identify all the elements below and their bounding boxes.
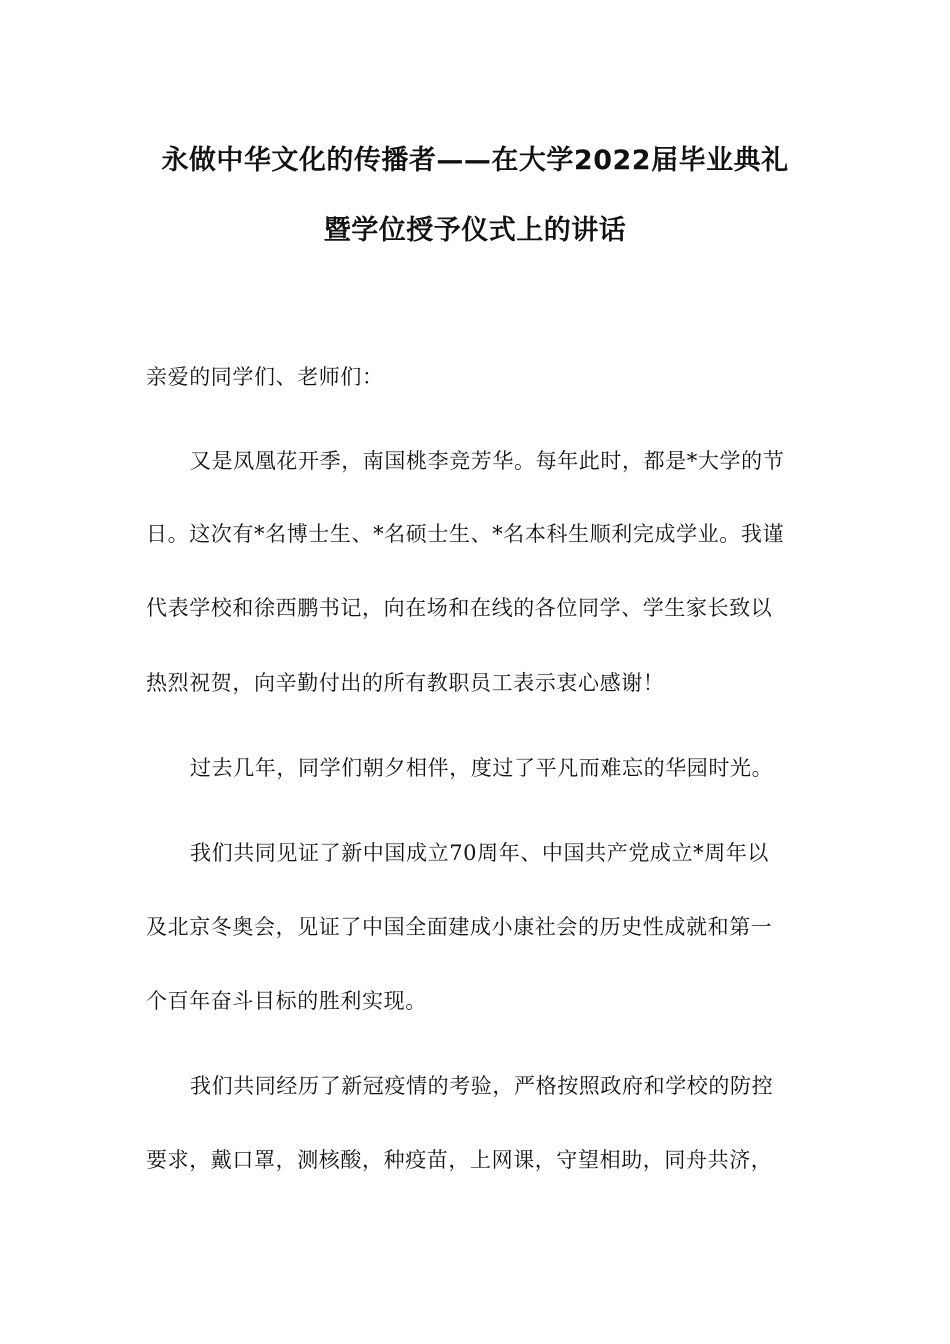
paragraph-3-line-1: 我们共同见证了新中国成立70周年、中国共产党成立*周年以: [190, 841, 770, 865]
paragraph-1-line-4: 热烈祝贺，向辛勤付出的所有教职员工表示衷心感谢！: [146, 671, 665, 695]
paragraph-3-line-2: 及北京冬奥会，见证了中国全面建成小康社会的历史性成就和第一: [146, 915, 773, 939]
document-title-line-2: 暨学位授予仪式上的讲话: [323, 215, 627, 246]
salutation: 亲爱的同学们、老师们：: [146, 365, 384, 389]
paragraph-4-line-1: 我们共同经历了新冠疫情的考验，严格按照政府和学校的防控: [190, 1074, 774, 1098]
paragraph-1-line-3: 代表学校和徐西鹏书记，向在场和在线的各位同学、学生家长致以: [146, 596, 773, 620]
paragraph-3-line-3: 个百年奋斗目标的胜利实现。: [146, 989, 427, 1013]
paragraph-1-line-2: 日。这次有*名博士生、*名硕士生、*名本科生顺利完成学业。我谨: [146, 522, 785, 546]
paragraph-4-line-2: 要求，戴口罩，测核酸，种疫苗，上网课，守望相助，同舟共济，: [146, 1148, 773, 1172]
paragraph-2-line-1: 过去几年，同学们朝夕相伴，度过了平凡而难忘的华园时光。: [190, 756, 774, 780]
paragraph-1-line-1: 又是凤凰花开季，南国桃李竞芳华。每年此时，都是*大学的节: [190, 449, 785, 473]
document-title-line-1: 永做中华文化的传播者——在大学2022届毕业典礼: [161, 145, 789, 176]
